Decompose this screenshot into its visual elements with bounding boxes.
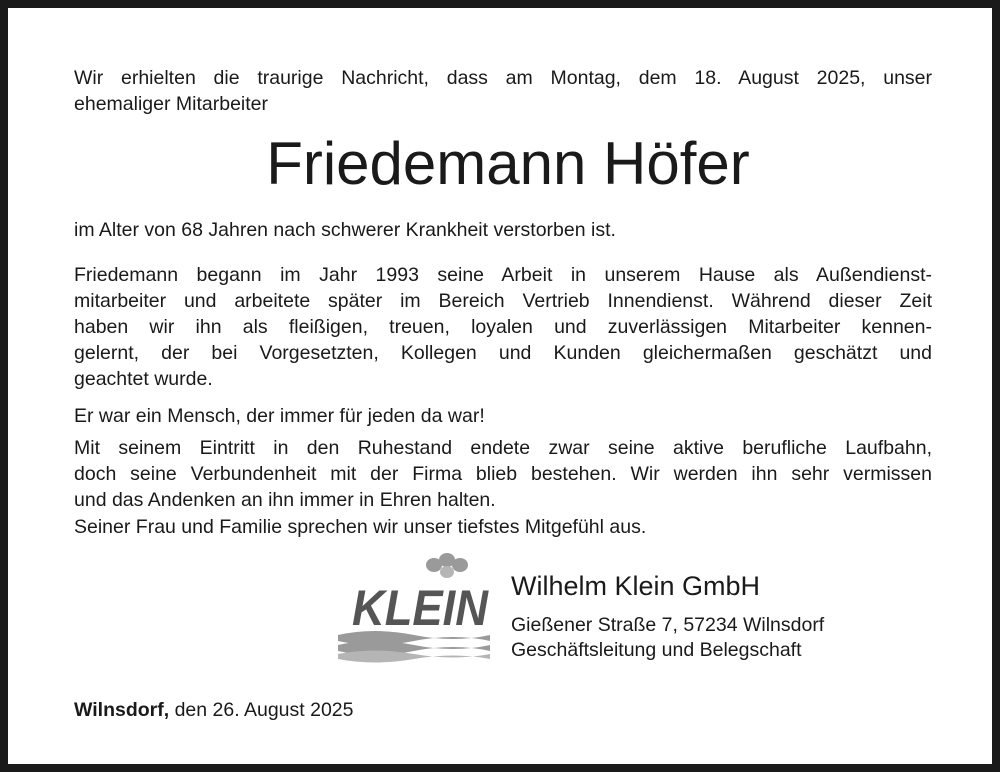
career-line-2: mitarbeiter und arbeitete später im Bereich Vertrieb Innendienst. Während dieser Zeit	[74, 290, 932, 312]
intro-line-2: ehemaliger Mitarbeiter	[74, 93, 269, 115]
career-line-1: Friedemann begann im Jahr 1993 seine Arbeit in unserem Hause als Außendienst-	[74, 264, 932, 286]
signatories: Geschäftsleitung und Belegschaft	[511, 639, 802, 661]
deceased-name: Friedemann Höfer	[266, 130, 750, 197]
condolence-line: Seiner Frau und Familie sprechen wir unser tiefstes Mitgefühl aus.	[74, 516, 647, 538]
tribute-line: Er war ein Mensch, der immer für jeden da war!	[74, 405, 485, 427]
intro-line-1: Wir erhielten die traurige Nachricht, dass am Montag, dem 18. August 2025, unser	[74, 67, 932, 89]
retirement-line-1: Mit seinem Eintritt in den Ruhestand endete zwar seine aktive berufliche Laufbahn,	[74, 437, 932, 459]
dateline	[74, 698, 932, 724]
company-name: Wilhelm Klein GmbH	[511, 571, 761, 601]
dateline-date: den 26. August 2025	[174, 699, 354, 721]
logo-lettering: KLEIN	[352, 580, 489, 636]
age-line: im Alter von 68 Jahren nach schwerer Krankheit verstorben ist.	[74, 219, 616, 241]
retirement-line-2: doch seine Verbundenheit mit der Firma blieb bestehen. Wir werden ihn sehr vermissen	[74, 463, 932, 485]
klein-logo	[334, 553, 494, 663]
career-line-4: gelernt, der bei Vorgesetzten, Kollegen und Kunden gleichermaßen geschätzt und	[74, 342, 932, 364]
company-address: Gießener Straße 7, 57234 Wilnsdorf	[511, 614, 825, 636]
dateline-place: Wilnsdorf,	[74, 699, 170, 721]
career-line-3: haben wir ihn als fleißigen, treuen, loyalen und zuverlässigen Mitarbeiter kennen-	[74, 316, 932, 338]
retirement-line-3: und das Andenken an ihn immer in Ehren halten.	[74, 489, 496, 511]
career-line-5: geachtet wurde.	[74, 368, 213, 390]
